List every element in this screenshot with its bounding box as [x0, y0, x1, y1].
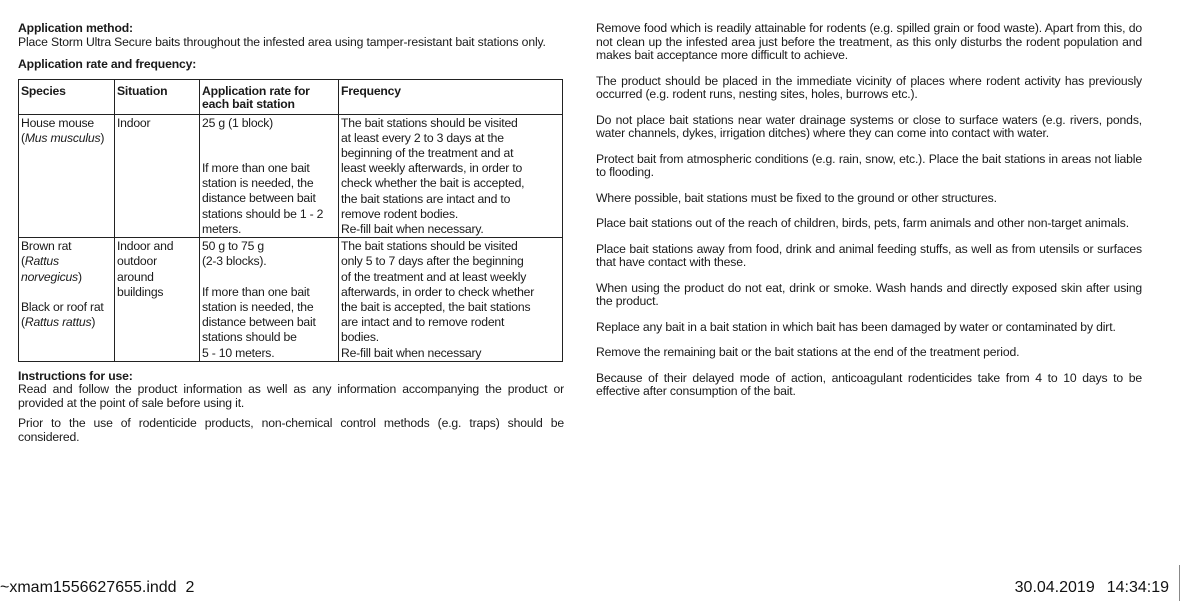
species-latin: Rattus: [24, 254, 59, 269]
frequency-line: check whether the bait is accepted,: [341, 176, 525, 191]
frequency-line: least weekly afterwards, in order to: [341, 161, 523, 176]
frequency-line: The bait stations should be visited: [341, 239, 518, 254]
rate-note-line: stations should be: [202, 330, 297, 345]
frequency-line: The bait stations should be visited: [341, 115, 518, 130]
file-name: ~xmam1556627655.indd: [0, 579, 177, 596]
frequency-line: Re-fill bait when necessary: [341, 345, 482, 360]
species-name: Brown rat: [21, 239, 72, 254]
right-column: [596, 22, 1142, 411]
frequency-line: Re-fill bait when necessary.: [341, 221, 484, 236]
instruction-paragraph: The product should be placed in the immediate vicinity of places where rodent activity has previously occurred (e.g. rodent runs, nesting sites, holes, burrows etc.).: [596, 73, 1142, 101]
frequency-line: of the treatment and at least weekly: [341, 269, 527, 284]
frequency-line: beginning of the treatment and at: [341, 145, 514, 160]
frequency-line: remove rodent bodies.: [341, 206, 459, 221]
rate-note-line: distance between bait: [202, 191, 316, 206]
instruction-paragraph: Place bait stations out of the reach of children, birds, pets, farm animals and other non-target animals.: [596, 216, 1129, 230]
table-header-row: [19, 79, 563, 114]
instructions-paragraph: Prior to the use of rodenticide products, non-chemical control methods (e.g. traps) should be considered.: [18, 416, 564, 444]
application-rate-table: [18, 79, 563, 362]
page-edge-line: [1179, 565, 1180, 601]
column-header-species: Species: [19, 79, 115, 114]
left-column: [18, 22, 564, 444]
frequency-line: bodies.: [341, 330, 379, 345]
species-name: House mouse: [21, 115, 94, 130]
print-time: 14:34:19: [1106, 579, 1169, 596]
species-name: Black or roof rat: [21, 299, 104, 314]
situation-line: Indoor and: [117, 239, 174, 254]
rate-note-line: 5 - 10 meters.: [202, 345, 275, 360]
situation-line: outdoor: [117, 254, 157, 269]
print-date: 30.04.2019: [1014, 579, 1095, 596]
instruction-paragraph: Because of their delayed mode of action, anticoagulant rodenticides take from 4 to 10 days to be effective after consumption of the bait.: [596, 370, 1142, 398]
situation-line: buildings: [117, 284, 164, 299]
frequency-line: are intact and to remove rodent: [341, 315, 505, 330]
instruction-paragraph: Where possible, bait stations must be fixed to the ground or other structures.: [596, 190, 997, 205]
frequency-line: afterwards, in order to check whether: [341, 284, 535, 299]
situation-cell: [115, 238, 200, 362]
page-number: 2: [185, 579, 195, 596]
instruction-paragraph: Replace any bait in a bait station in which bait has been damaged by water or contaminated by dirt.: [596, 319, 1116, 334]
rate-note-line: station is needed, the: [202, 299, 314, 314]
rate-note-line: If more than one bait: [202, 284, 310, 299]
species-latin: norvegicus: [21, 269, 78, 284]
column-header-frequency: Frequency: [339, 79, 563, 114]
instruction-paragraph: Do not place bait stations near water drainage systems or close to surface waters (e.g. rivers, ponds, water channels, dykes, irrigation ditches) where they can come into contact with water.: [596, 112, 1142, 140]
application-method-text: Place Storm Ultra Secure baits throughout the infested area using tamper-resistant bait stations only.: [18, 34, 546, 49]
instructions-heading: Instructions for use:: [18, 368, 133, 383]
situation-line: around: [117, 269, 154, 284]
species-latin: Rattus rattus: [24, 315, 92, 330]
situation-cell: [115, 114, 200, 238]
frequency-line: at least every 2 to 3 days at the: [341, 130, 504, 145]
column-header-rate: Application rate for each bait station: [200, 79, 339, 114]
rate-note-line: station is needed, the: [202, 176, 314, 191]
species-cell: House mouse (Mus musculus): [19, 114, 115, 238]
rate-note-line: stations should be 1 - 2: [202, 206, 324, 221]
rate-cell: [200, 114, 339, 238]
instructions-paragraph: Read and follow the product information as well as any information accompanying the product or provided at the point of sale before using it.: [18, 382, 564, 410]
species-cell: Brown rat (Rattus norvegicus) Black or roof rat (Rattus rattus): [19, 238, 115, 362]
rate-cell: [200, 238, 339, 362]
table-row: [19, 238, 563, 362]
rate-main: 50 g to 75 g: [202, 239, 264, 254]
rate-note-line: If more than one bait: [202, 161, 310, 176]
instruction-paragraph: Place bait stations away from food, drink and animal feeding stuffs, as well as from utensils or surfaces that have contact with these.: [596, 241, 1142, 269]
frequency-cell: [339, 238, 563, 362]
application-method-heading: Application method:: [18, 21, 133, 35]
print-slug-timestamp: [1015, 579, 1169, 597]
print-slug-file: [0, 579, 194, 597]
instruction-paragraph: Remove the remaining bait or the bait stations at the end of the treatment period.: [596, 345, 1020, 359]
column-header-situation: Situation: [115, 79, 200, 114]
rate-note-line: meters.: [202, 221, 242, 236]
situation-line: Indoor: [117, 115, 151, 130]
rate-main: (2-3 blocks).: [202, 254, 267, 269]
frequency-cell: [339, 114, 563, 238]
rate-note-line: distance between bait: [202, 315, 316, 330]
species-latin: Mus musculus: [24, 130, 101, 145]
frequency-line: the bait is accepted, the bait stations: [341, 299, 531, 314]
frequency-line: only 5 to 7 days after the beginning: [341, 254, 524, 269]
instruction-paragraph: Remove food which is readily attainable for rodents (e.g. spilled grain or food waste). Apart from this, do not clean up the infested area just before the treatment, as this only disturbs the rodent population and makes bait acceptance more difficult to achieve.: [596, 21, 1142, 62]
frequency-line: the bait stations are intact and to: [341, 191, 511, 206]
instruction-paragraph: Protect bait from atmospheric conditions (e.g. rain, snow, etc.). Place the bait stations in areas not liable to flooding.: [596, 151, 1142, 179]
instruction-paragraph: When using the product do not eat, drink or smoke. Wash hands and directly exposed skin after using the product.: [596, 280, 1142, 308]
application-rate-heading: Application rate and frequency:: [18, 57, 197, 71]
table-row: [19, 114, 563, 238]
rate-main: 25 g (1 block): [202, 115, 274, 130]
